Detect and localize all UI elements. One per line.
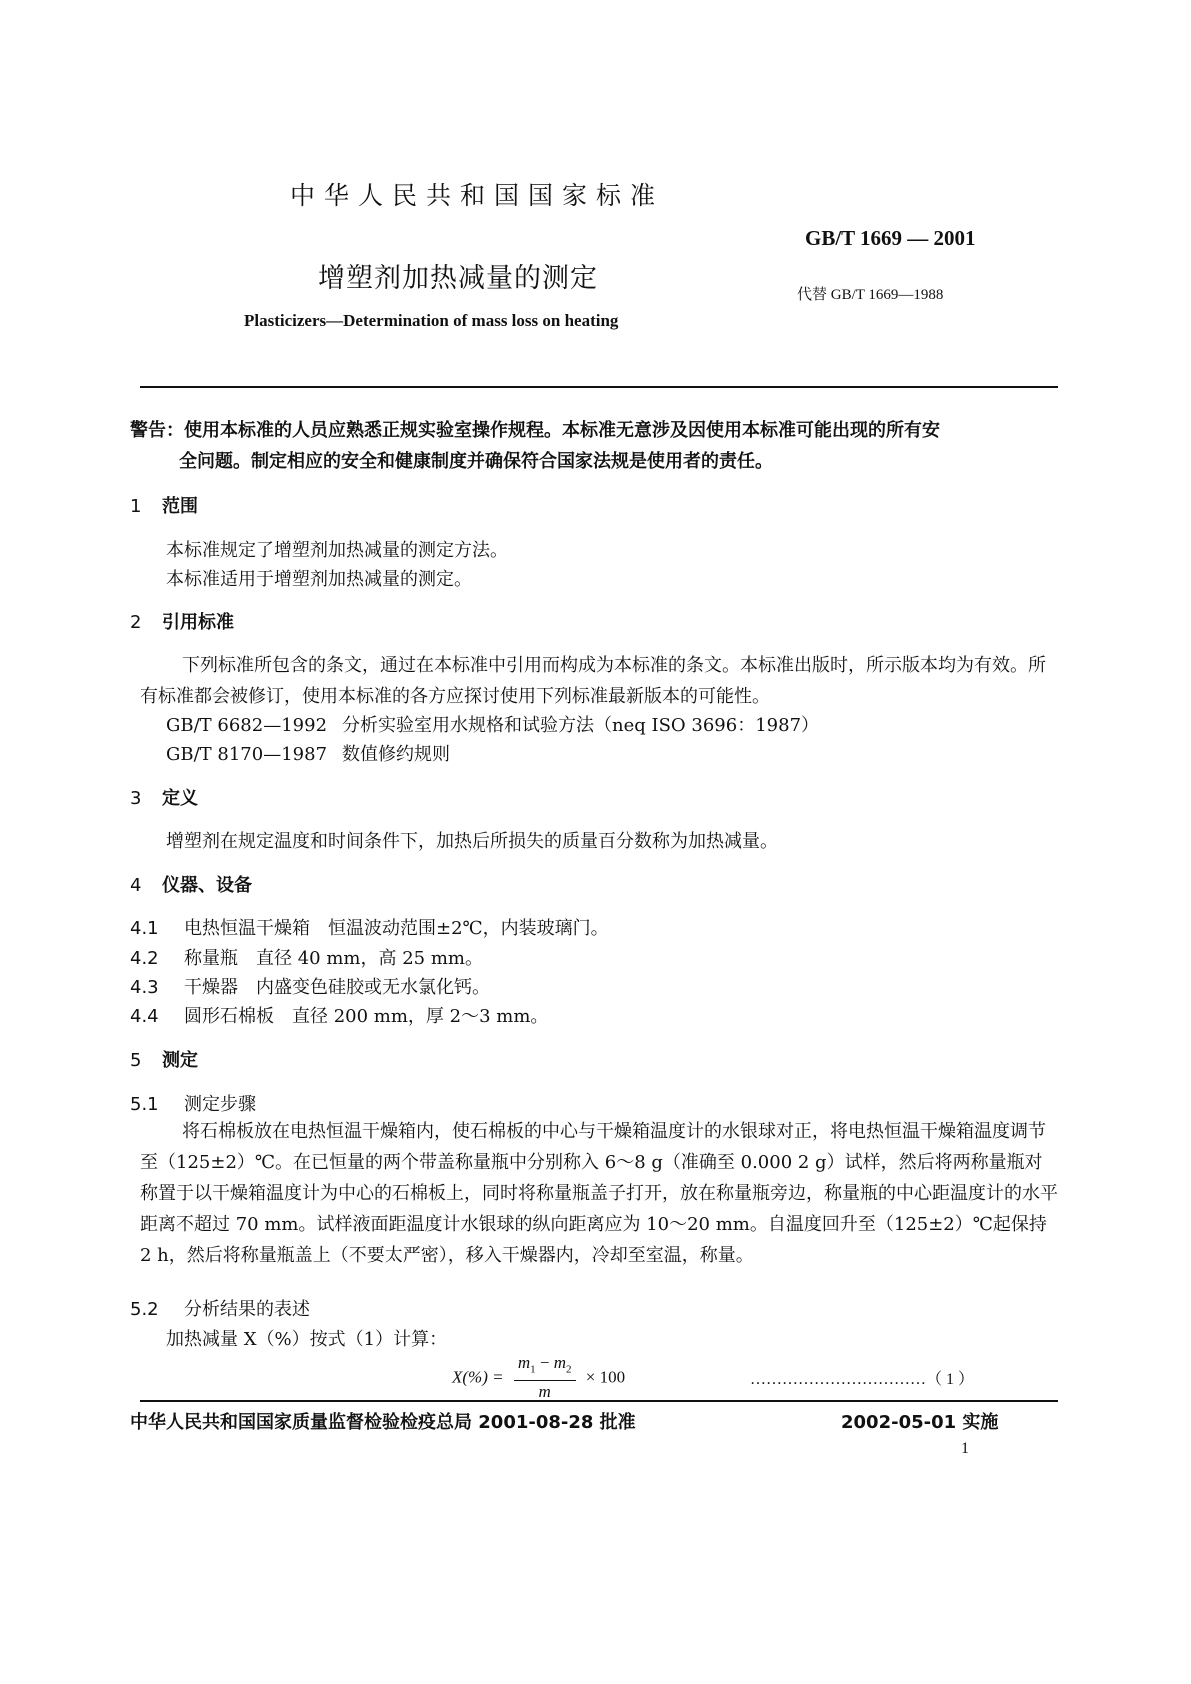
reference-2-code: GB/T 8170—1987 bbox=[166, 744, 328, 765]
warning-line-1 bbox=[130, 416, 940, 442]
equipment-item-text: 圆形石棉板 直径 200 mm，厚 2～3 mm。 bbox=[184, 1006, 549, 1027]
equipment-item-text: 干燥器 内盛变色硅胶或无水氯化钙。 bbox=[184, 977, 490, 998]
implementation-date: 2002-05-01 实施 bbox=[841, 1412, 999, 1433]
formula-lhs: X(%) = bbox=[452, 1367, 504, 1387]
procedure-paragraph: 将石棉板放在电热恒温干燥箱内，使石棉板的中心与干燥箱温度计的水银球对正，将电热恒温干燥箱温度调节至（125±2）℃。在已恒量的两个带盖称量瓶中分别称入 6～8 g（准确至 0.000 2 g）试样，然后将两称量瓶对称置于以干燥箱温度计为中心的石棉板上，同时将称量瓶盖子打开，放在称量瓶旁边，称量瓶的中心距温度计的水平距离不超过 70 mm。试样液面距温度计水银球的纵向距离应为 10～20 mm。自温度回升至（125±2）℃起保持 2 h，然后将称量瓶盖上（不要太严密），移入干燥器内，冷却至室温，称量。 bbox=[140, 1121, 1058, 1266]
section-2-title: 引用标准 bbox=[162, 612, 234, 633]
section-2-heading bbox=[130, 608, 234, 634]
section-3-number: 3 bbox=[130, 788, 142, 809]
warning-text-1: 使用本标准的人员应熟悉正规实验室操作规程。本标准无意涉及因使用本标准可能出现的所有安 bbox=[184, 420, 940, 441]
equipment-item-text: 称量瓶 直径 40 mm，高 25 mm。 bbox=[184, 948, 483, 969]
section-1-paragraph-1: 本标准规定了增塑剂加热减量的测定方法。 bbox=[166, 540, 508, 561]
section-4-heading bbox=[130, 871, 252, 897]
section-4-number: 4 bbox=[130, 875, 142, 896]
english-title: Plasticizers—Determination of mass loss on heating bbox=[244, 311, 619, 330]
formula-m1: m bbox=[517, 1353, 531, 1372]
page-number: 1 bbox=[961, 1440, 969, 1457]
section-5-number: 5 bbox=[130, 1050, 142, 1071]
subsection-5-2-heading bbox=[130, 1295, 310, 1321]
header-divider bbox=[140, 386, 1058, 388]
equipment-item bbox=[130, 1002, 548, 1028]
section-5-heading bbox=[130, 1046, 198, 1072]
formula-denominator: m bbox=[538, 1382, 551, 1402]
section-3-heading bbox=[130, 784, 198, 810]
section-1-paragraph-2: 本标准适用于增塑剂加热减量的测定。 bbox=[166, 569, 472, 590]
section-3-title: 定义 bbox=[162, 788, 198, 809]
warning-label: 警告： bbox=[130, 420, 184, 441]
equipment-item bbox=[130, 914, 609, 940]
section-2-number: 2 bbox=[130, 612, 142, 633]
subsection-5-1-title: 测定步骤 bbox=[184, 1094, 256, 1115]
formula-label: ……………………………（ 1 ） bbox=[750, 1371, 975, 1388]
subsection-5-1-number: 5.1 bbox=[130, 1094, 159, 1115]
reference-1-code: GB/T 6682—1992 bbox=[166, 715, 328, 736]
replaces-note: 代替 GB/T 1669—1988 bbox=[797, 287, 944, 303]
formula-numerator bbox=[514, 1352, 576, 1381]
equipment-item-number: 4.1 bbox=[130, 918, 159, 939]
subsection-5-2-title: 分析结果的表述 bbox=[184, 1299, 310, 1320]
equipment-item bbox=[130, 944, 483, 970]
reference-1 bbox=[166, 711, 819, 737]
section-4-title: 仪器、设备 bbox=[162, 875, 252, 896]
reference-2 bbox=[166, 740, 450, 766]
formula-fraction bbox=[514, 1352, 576, 1403]
equipment-item bbox=[130, 973, 490, 999]
formula-multiplier: × 100 bbox=[585, 1367, 626, 1387]
standard-number: GB/T 1669 — 2001 bbox=[805, 226, 976, 250]
section-5-title: 测定 bbox=[162, 1050, 198, 1071]
equipment-item-number: 4.2 bbox=[130, 948, 159, 969]
subsection-5-1-heading bbox=[130, 1090, 256, 1116]
equipment-item-text: 电热恒温干燥箱 恒温波动范围±2℃，内装玻璃门。 bbox=[184, 918, 609, 939]
reference-1-title: 分析实验室用水规格和试验方法（neq ISO 3696：1987） bbox=[342, 715, 820, 736]
formula-minus: − bbox=[535, 1353, 554, 1372]
section-1-title: 范围 bbox=[162, 496, 198, 517]
section-2-paragraph: 下列标准所包含的条文，通过在本标准中引用而构成为本标准的条文。本标准出版时，所示版本均为有效。所有标准都会被修订，使用本标准的各方应探讨使用下列标准最新版本的可能性。 bbox=[140, 655, 1046, 707]
document-title: 增塑剂加热减量的测定 bbox=[318, 263, 598, 294]
formula-1 bbox=[452, 1352, 625, 1403]
section-1-heading bbox=[130, 492, 198, 518]
subsection-5-2-number: 5.2 bbox=[130, 1299, 159, 1320]
approval-line: 中华人民共和国国家质量监督检验检疫总局 2001-08-28 批准 bbox=[130, 1412, 636, 1433]
equipment-item-number: 4.4 bbox=[130, 1006, 159, 1027]
formula-sub1: 1 bbox=[530, 1363, 536, 1376]
reference-2-title: 数值修约规则 bbox=[342, 744, 450, 765]
warning-line-2: 全问题。制定相应的安全和健康制度并确保符合国家法规是使用者的责任。 bbox=[179, 451, 773, 472]
national-standard-heading: 中华人民共和国国家标准 bbox=[290, 181, 665, 210]
formula-m2: m bbox=[553, 1353, 566, 1372]
equipment-item-number: 4.3 bbox=[130, 977, 159, 998]
section-1-number: 1 bbox=[130, 496, 142, 517]
formula-intro: 加热减量 X（%）按式（1）计算： bbox=[166, 1329, 448, 1350]
footer-divider bbox=[140, 1400, 1058, 1402]
formula-sub2: 2 bbox=[566, 1363, 572, 1376]
section-3-paragraph: 增塑剂在规定温度和时间条件下，加热后所损失的质量百分数称为加热减量。 bbox=[166, 831, 778, 852]
